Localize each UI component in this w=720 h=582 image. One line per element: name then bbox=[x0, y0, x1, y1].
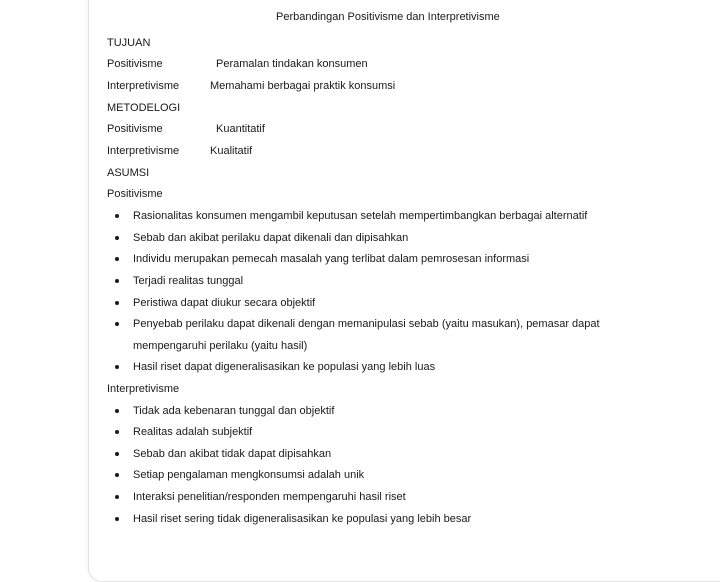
bullet-icon bbox=[115, 257, 119, 261]
bullet-icon bbox=[115, 495, 119, 499]
bullet-icon bbox=[115, 365, 119, 369]
asumsi-positivisme-label: Positivisme bbox=[107, 188, 163, 200]
tujuan-interpretivisme-label: Interpretivisme bbox=[107, 80, 180, 92]
asumsi-positivisme-item: Terjadi realitas tunggal bbox=[133, 275, 244, 287]
bullet-icon bbox=[115, 473, 119, 477]
asumsi-positivisme-continuation: mempengaruhi perilaku (yaitu hasil) bbox=[133, 340, 308, 352]
metodologi-interpretivisme-label: Interpretivisme bbox=[107, 145, 180, 157]
asumsi-interpretivisme-item: Tidak ada kebenaran tunggal dan objektif bbox=[133, 405, 335, 417]
asumsi-positivisme-item: Sebab dan akibat perilaku dapat dikenali dan dipisahkan bbox=[133, 232, 409, 244]
asumsi-positivisme-item: Hasil riset dapat digeneralisasikan ke populasi yang lebih luas bbox=[133, 361, 436, 373]
page-title: Perbandingan Positivisme dan Interpretivisme bbox=[276, 11, 500, 23]
metodologi-interpretivisme-value: Kualitatif bbox=[210, 145, 253, 157]
asumsi-interpretivisme-item: Realitas adalah subjektif bbox=[133, 426, 253, 438]
bullet-icon bbox=[115, 409, 119, 413]
asumsi-interpretivisme-item: Setiap pengalaman mengkonsumsi adalah unik bbox=[133, 469, 365, 481]
bullet-icon bbox=[115, 517, 119, 521]
bullet-icon bbox=[115, 301, 119, 305]
bullet-icon bbox=[115, 236, 119, 240]
asumsi-positivisme-item: Peristiwa dapat diukur secara objektif bbox=[133, 297, 316, 309]
bullet-icon bbox=[115, 279, 119, 283]
bullet-icon bbox=[115, 322, 119, 326]
asumsi-interpretivisme-item: Interaksi penelitian/responden mempengaruhi hasil riset bbox=[133, 491, 406, 503]
asumsi-positivisme-item: Individu merupakan pemecah masalah yang terlibat dalam pemrosesan informasi bbox=[133, 253, 530, 265]
asumsi-interpretivisme-item: Sebab dan akibat tidak dapat dipisahkan bbox=[133, 448, 332, 460]
tujuan-positivisme-label: Positivisme bbox=[107, 58, 163, 70]
bullet-icon bbox=[115, 214, 119, 218]
tujuan-heading: TUJUAN bbox=[107, 37, 151, 49]
metodologi-positivisme-label: Positivisme bbox=[107, 123, 163, 135]
bullet-icon bbox=[115, 452, 119, 456]
asumsi-positivisme-item: Penyebab perilaku dapat dikenali dengan memanipulasi sebab (yaitu masukan), pemasar dapat bbox=[133, 318, 600, 330]
bullet-icon bbox=[115, 430, 119, 434]
tujuan-positivisme-value: Peramalan tindakan konsumen bbox=[216, 58, 368, 70]
asumsi-heading: ASUMSI bbox=[107, 167, 150, 179]
asumsi-interpretivisme-item: Hasil riset sering tidak digeneralisasikan ke populasi yang lebih besar bbox=[133, 513, 472, 525]
asumsi-positivisme-item: Rasionalitas konsumen mengambil keputusan setelah mempertimbangkan berbagai alternatif bbox=[133, 210, 588, 222]
asumsi-interpretivisme-label: Interpretivisme bbox=[107, 383, 180, 395]
metodologi-heading: METODELOGI bbox=[107, 102, 181, 114]
metodologi-positivisme-value: Kuantitatif bbox=[216, 123, 265, 135]
tujuan-interpretivisme-value: Memahami berbagai praktik konsumsi bbox=[210, 80, 396, 92]
